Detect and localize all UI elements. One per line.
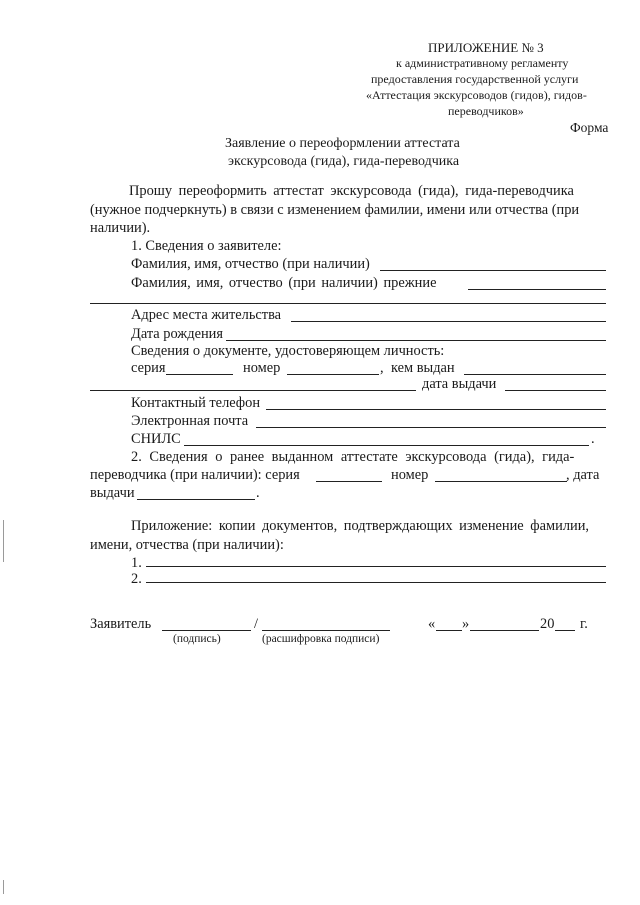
attachment-item-1-number: 1. (131, 555, 142, 571)
certificate-date-label: , дата (566, 467, 600, 483)
header-line-4: переводчиков» (448, 104, 524, 118)
fio-field[interactable] (380, 270, 606, 271)
month-field[interactable] (470, 630, 539, 631)
number-field[interactable] (287, 374, 379, 375)
signature-decode-caption: (расшифровка подписи) (262, 633, 380, 645)
signature-decode-field[interactable] (262, 630, 390, 631)
document-title-line-1: Заявление о переоформлении аттестата (225, 136, 460, 151)
quote-open: « (428, 616, 436, 632)
fio-previous-field-cont[interactable] (90, 303, 606, 304)
attachment-line-2: имени, отчества (при наличии): (90, 537, 284, 553)
address-label: Адрес места жительства (131, 307, 282, 323)
header-line-2: предоставления государственной услуги (371, 72, 579, 86)
fio-previous-label: Фамилия, имя, отчество (при наличии) прежние (131, 275, 437, 291)
snils-field[interactable] (184, 445, 589, 446)
scan-mark-top (3, 520, 4, 562)
section2-period: . (256, 485, 260, 501)
certificate-date-field[interactable] (137, 499, 255, 500)
form-label: Форма (570, 120, 609, 135)
attachment-line-1: Приложение: копии документов, подтверждающих изменение фамилии, (131, 518, 589, 534)
year-suffix: г. (580, 616, 588, 632)
appendix-number: ПРИЛОЖЕНИЕ № 3 (428, 40, 544, 55)
address-field[interactable] (291, 321, 606, 322)
intro-line-1: Прошу переоформить аттестат экскурсовода (гида), гида-переводчика (129, 183, 574, 199)
header-line-1: к административному регламенту (396, 56, 569, 70)
day-field[interactable] (436, 630, 462, 631)
quote-close: » (462, 616, 470, 632)
email-label: Электронная почта (131, 413, 249, 429)
issued-by-field-cont[interactable] (90, 390, 416, 391)
snils-period: . (591, 431, 595, 447)
section1-heading: 1. Сведения о заявителе: (131, 238, 282, 254)
section2-line-1: 2. Сведения о ранее выданном аттестате экскурсовода (гида), гида- (131, 449, 575, 465)
issue-date-label: дата выдачи (422, 376, 497, 392)
intro-line-2: (нужное подчеркнуть) в связи с изменением фамилии, имени или отчества (при (90, 202, 580, 218)
section2-line-3a: выдачи (90, 485, 135, 501)
year-field[interactable] (555, 630, 575, 631)
attachment-item-2-field[interactable] (146, 582, 606, 583)
issue-date-field[interactable] (505, 390, 606, 391)
fio-previous-field[interactable] (468, 289, 606, 290)
issued-by-field[interactable] (464, 374, 606, 375)
document-title-line-2: экскурсовода (гида), гида-переводчика (228, 154, 460, 169)
signature-field[interactable] (162, 630, 251, 631)
phone-label: Контактный телефон (131, 395, 261, 411)
number-comma: , (380, 360, 384, 376)
certificate-number-label: номер (391, 467, 429, 483)
scan-mark-bottom (3, 880, 4, 894)
email-field[interactable] (256, 427, 606, 428)
year-prefix: 20 (540, 616, 555, 632)
attachment-item-1-field[interactable] (146, 566, 606, 567)
certificate-series-field[interactable] (316, 481, 382, 482)
signature-caption: (подпись) (173, 633, 221, 645)
applicant-label: Заявитель (90, 616, 152, 632)
header-line-3: «Аттестация экскурсоводов (гидов), гидов- (366, 88, 587, 102)
certificate-number-field[interactable] (435, 481, 567, 482)
section2-line-2a: переводчика (при наличии): серия (90, 467, 300, 483)
intro-line-3: наличии). (90, 220, 151, 236)
attachment-item-2-number: 2. (131, 571, 142, 587)
series-label: серия (131, 360, 166, 376)
issued-by-label: кем выдан (391, 360, 455, 376)
birth-date-label: Дата рождения (131, 326, 223, 342)
id-document-label: Сведения о документе, удостоверяющем личность: (131, 343, 445, 359)
snils-label: СНИЛС (131, 431, 181, 447)
number-label: номер (243, 360, 281, 376)
series-field[interactable] (166, 374, 233, 375)
phone-field[interactable] (266, 409, 606, 410)
signature-slash: / (254, 616, 258, 632)
fio-label: Фамилия, имя, отчество (при наличии) (131, 256, 370, 272)
birth-date-field[interactable] (226, 340, 606, 341)
